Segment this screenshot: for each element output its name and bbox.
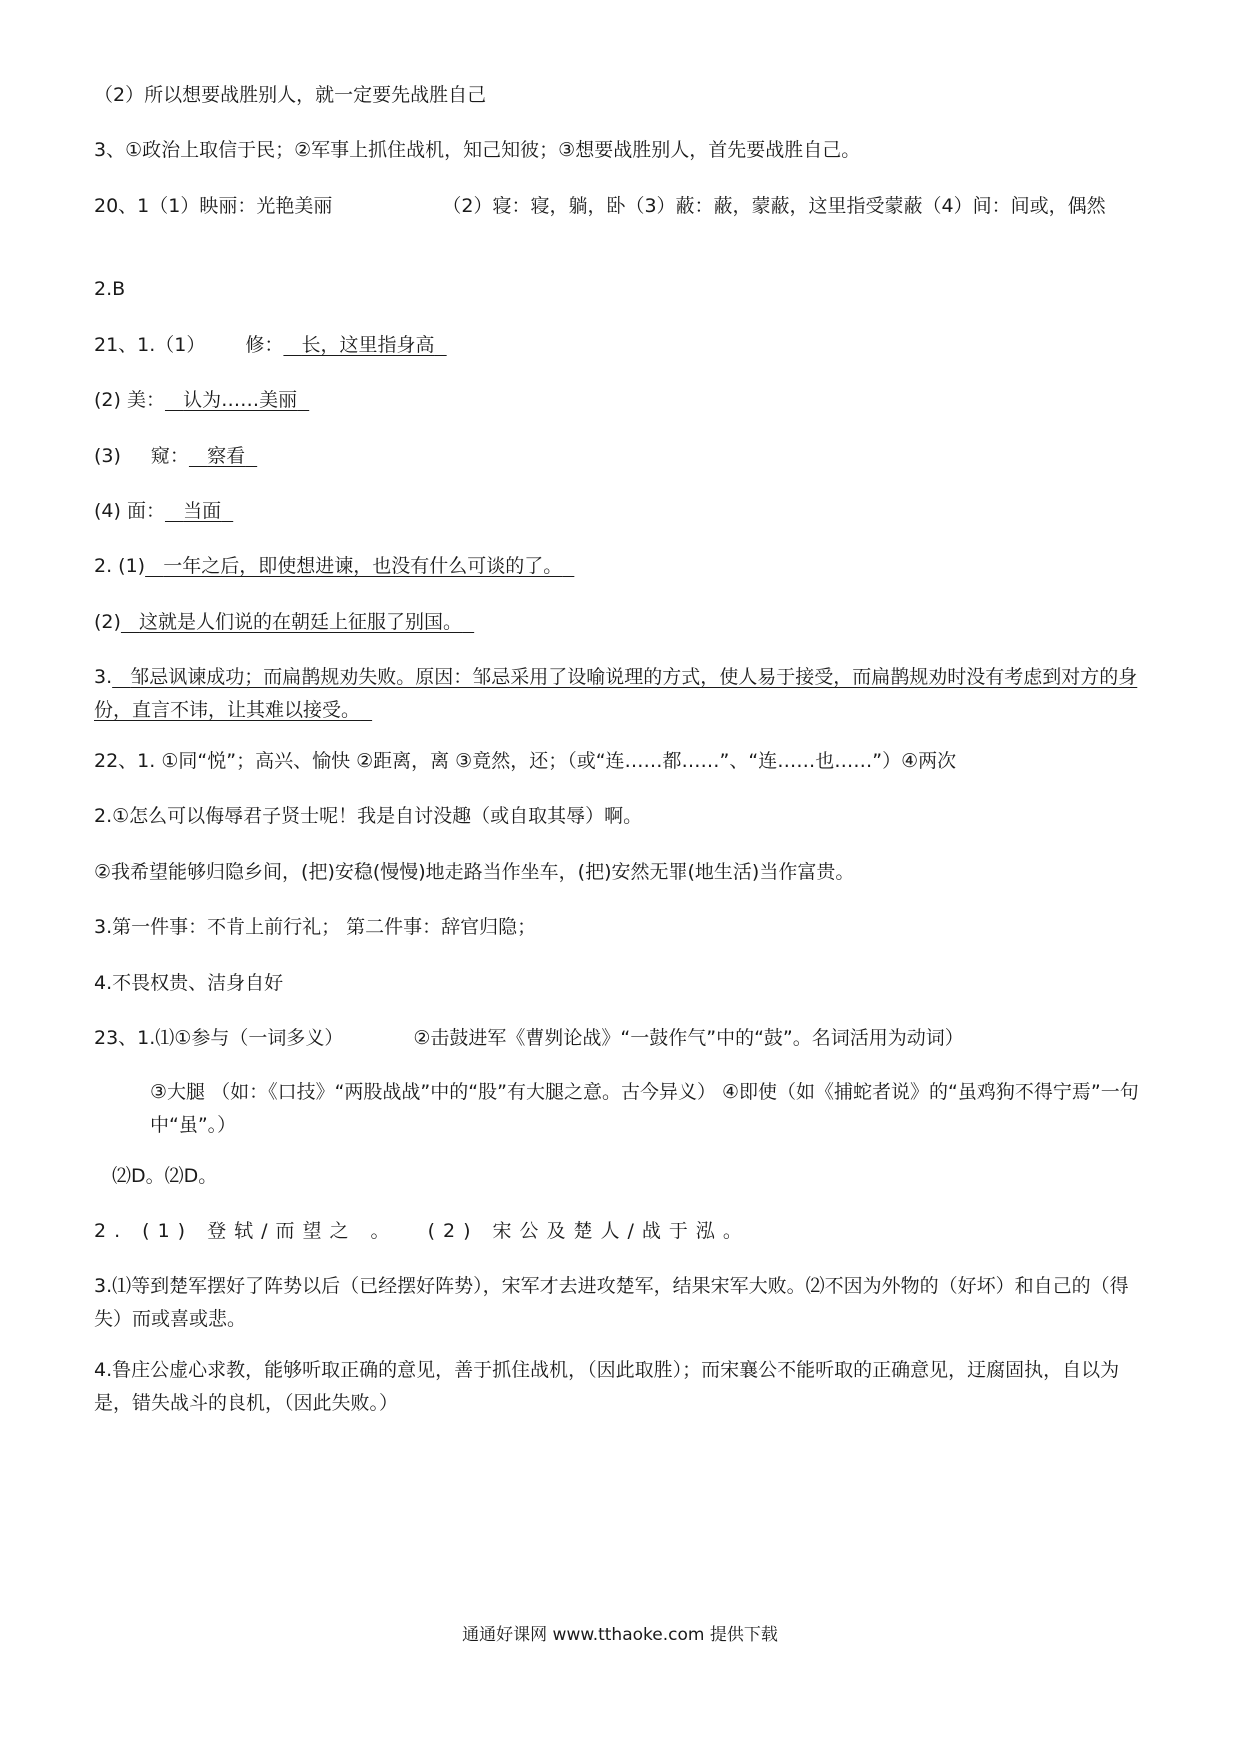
answer-line: ⑵D。⑵D。 <box>112 1165 218 1187</box>
answer-line: 4.鲁庄公虚心求教，能够听取正确的意见，善于抓住战机，（因此取胜）；而宋襄公不能听取的正确意见，迂腐固执，自以为是，错失战斗的良机，（因此失败。） <box>94 1359 1120 1414</box>
answer-line: 20、1（1）眏丽：光艳美丽 （2）寝：寝，躺，卧（3）蔽：蔽，蒙蔽，这里指受蒙蔽（4）间：间或，偶然 <box>94 195 1106 217</box>
answer-line: （2）所以想要战胜别人，就一定要先战胜自己 <box>94 84 487 106</box>
answer-line: 3.第一件事：不肯上前行礼； 第二件事：辞官归隐； <box>94 916 537 938</box>
answer-line: (3) 窥： 察看 <box>94 440 1154 473</box>
answer-line: 4.不畏权贵、洁身自好 <box>94 972 284 994</box>
fill-blank: 长，这里指身高 <box>301 334 435 356</box>
answer-line: 2.B <box>94 278 126 300</box>
answer-line: 22、1. ①同“悦”；高兴、愉快 ②距离，离 ③竟然，还；（或“连……都……”、“连……也……”）④两次 <box>94 750 957 772</box>
answer-line: 21、1.（1） 修： 长，这里指身高 <box>94 329 1154 362</box>
answer-line: ②我希望能够归隐乡间，(把)安稳(慢慢)地走路当作坐车，(把)安然无罪(地生活)当作富贵。 <box>94 861 855 883</box>
answer-line: 3、①政治上取信于民；②军事上抓住战机，知己知彼；③想要战胜别人，首先要战胜自己。 <box>94 139 861 161</box>
answer-line: (4) 面： 当面 <box>94 495 1154 528</box>
fill-blank: 当面 <box>183 500 222 522</box>
fill-blank: 一年之后，即使想进谏，也没有什么可谈的了。 <box>163 555 563 577</box>
answer-line: 2.①怎么可以侮辱君子贤士呢！我是自讨没趣（或自取其辱）啊。 <box>94 805 643 827</box>
fill-blank: 这就是人们说的在朝廷上征服了别国。 <box>139 611 463 633</box>
answer-line: ③大腿 （如：《口技》“两股战战”中的“股”有大腿之意。古今异义） ④即使（如《捕蛇者说》的“虽鸡狗不得宁焉”一句中“虽”。） <box>150 1081 1139 1136</box>
answer-line: (2) 这就是人们说的在朝廷上征服了别国。 <box>94 606 1154 639</box>
answer-line: (2) 美： 认为……美丽 <box>94 384 1154 417</box>
footer-source: 通通好课网 www.tthaoke.com 提供下载 <box>462 1625 778 1645</box>
fill-blank: 认为……美丽 <box>183 389 298 411</box>
answer-line: 3.⑴等到楚军摆好了阵势以后（已经摆好阵势），宋军才去进攻楚军，结果宋军大败。⑵不因为外物的（好坏）和自己的（得失）而或喜或悲。 <box>94 1275 1129 1330</box>
answer-line: 3. 邹忌讽谏成功；而扁鹊规劝失败。原因：邹忌采用了设喻说理的方式，使人易于接受，而扁鹊规劝时没有考虑到对方的身份，直言不讳，让其难以接受。 <box>94 666 1138 721</box>
answer-line: 23、1.⑴①参与（一词多义） ②击鼓进军《曹刿论战》“一鼓作气”中的“鼓”。名词活用为动词） <box>94 1027 964 1049</box>
fill-blank: 邹忌讽谏成功；而扁鹊规劝失败。原因：邹忌采用了设喻说理的方式，使人易于接受，而扁鹊规劝时没有考虑到对方的身份，直言不讳，让其难以接受。 <box>94 666 1138 721</box>
fill-blank: 察看 <box>207 445 246 467</box>
answer-line: 2. (1) 登轼/而望之 。 (2) 宋公及楚人/战于泓。 <box>94 1220 750 1242</box>
answer-line: 2. (1) 一年之后，即使想进谏，也没有什么可谈的了。 <box>94 550 1154 583</box>
